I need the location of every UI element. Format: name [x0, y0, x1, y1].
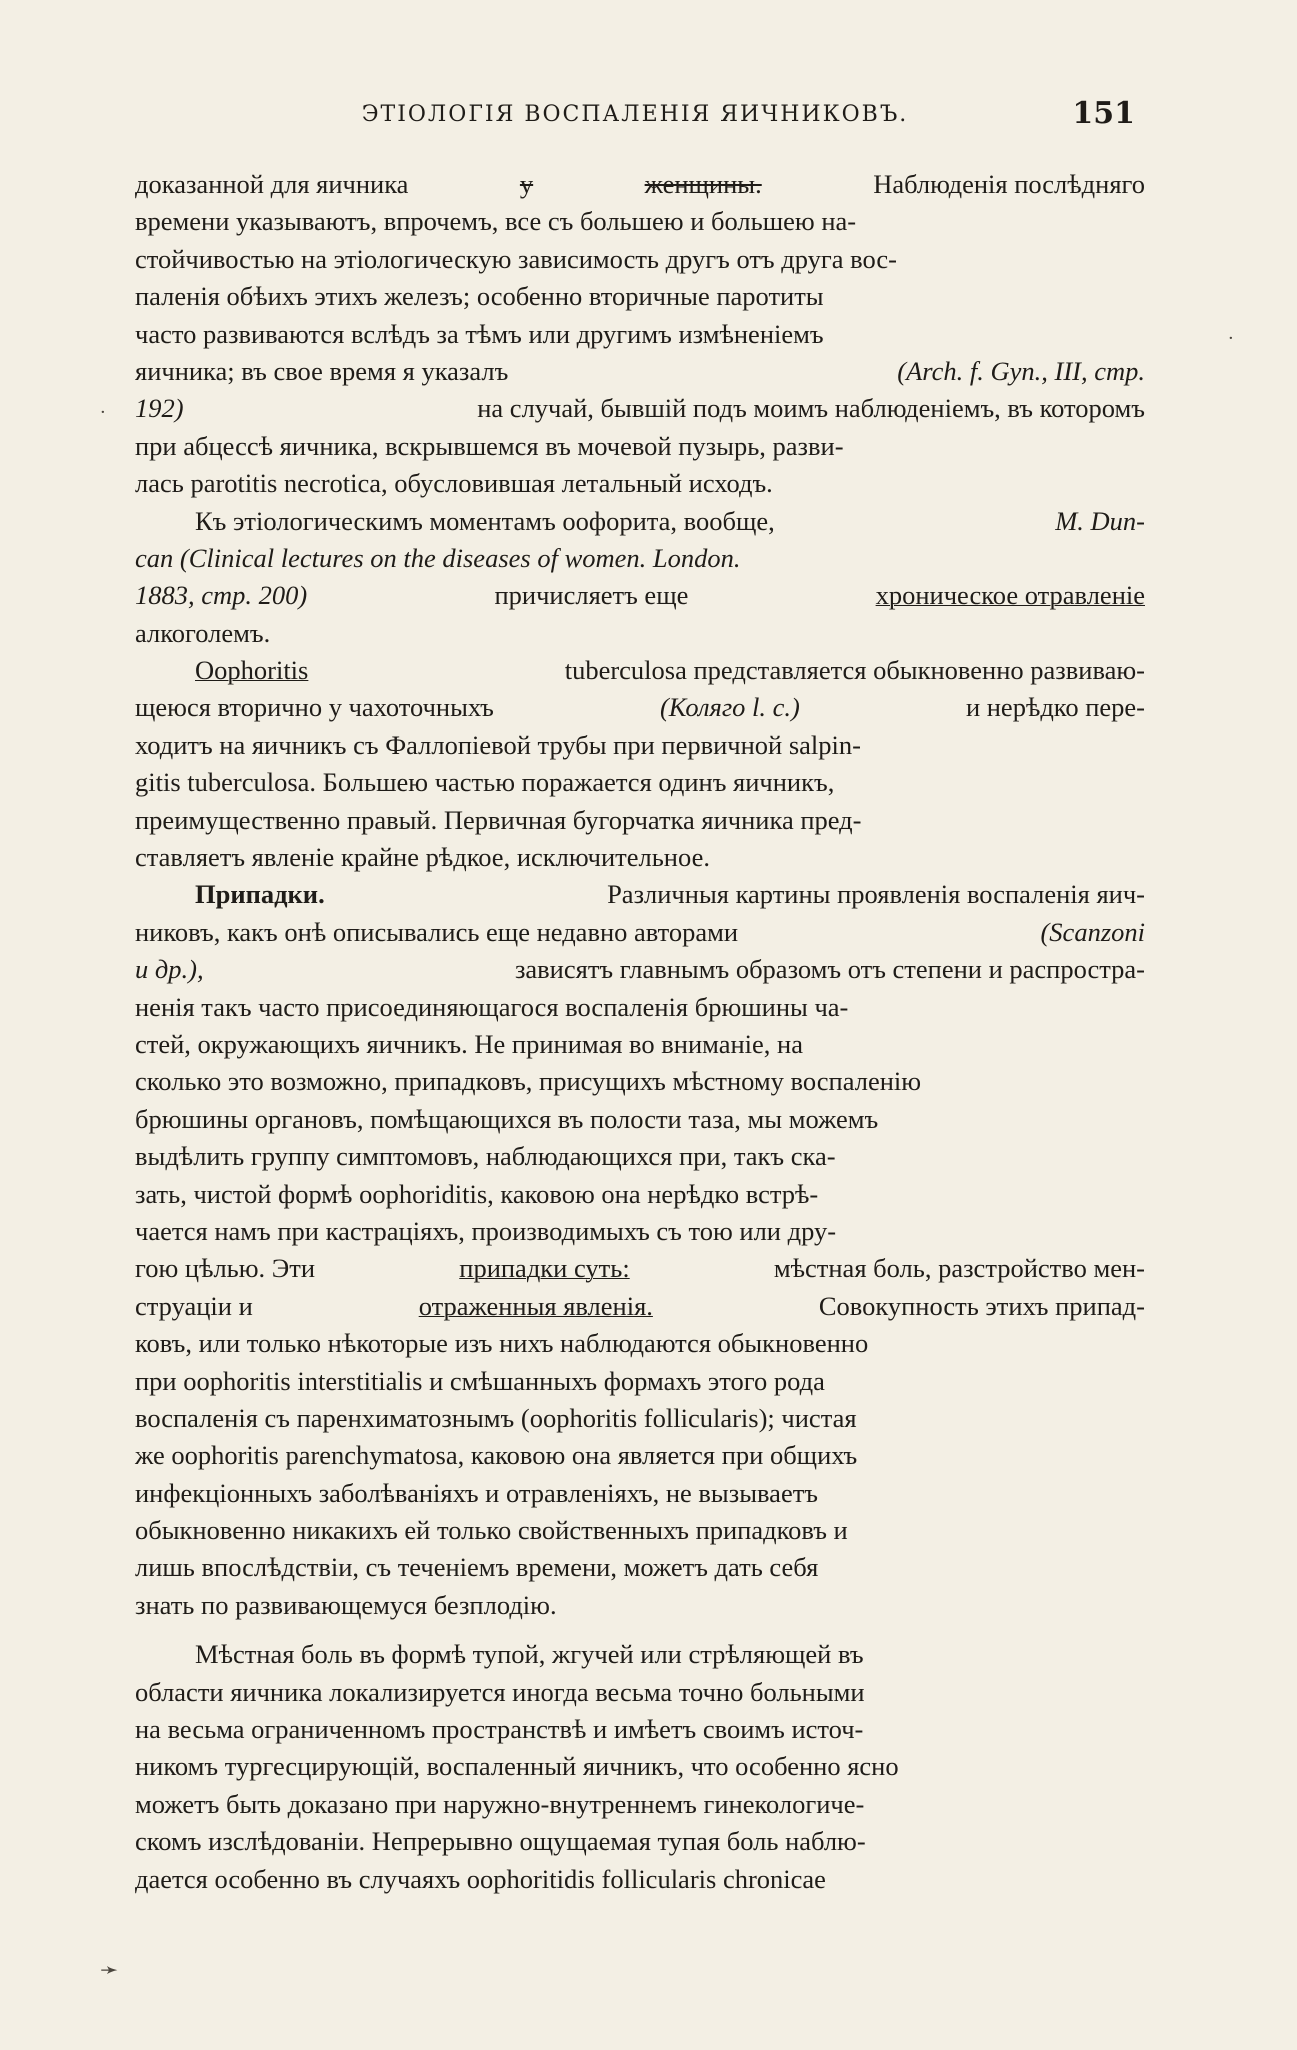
text-line: чается намъ при кастраціяхъ, производимыхъ съ тою или дру-: [135, 1215, 837, 1246]
text-line: воспаленія съ паренхиматознымъ (oophoritis follicularis); чистая: [135, 1402, 857, 1433]
text-line: никовъ, какъ онѣ описывались еще недавно авторами (Scanzoni: [135, 916, 1145, 947]
text-line: яичника; въ свое время я указалъ (Arch. f. Gyn., III, стр.: [135, 355, 1145, 386]
text-line: брюшины органовъ, помѣщающихся въ полости таза, мы можемъ: [135, 1103, 879, 1134]
text-line: 1883, стр. 200) причисляетъ еще хроническое отравленіе: [135, 580, 1145, 611]
text-line: же oophoritis parenchymatosa, каковою она является при общихъ: [135, 1440, 858, 1471]
text-line: инфекціонныхъ заболѣваніяхъ и отравленіяхъ, не вызываетъ: [135, 1477, 818, 1508]
text-line: никомъ тургесцирующій, воспаленный яичникъ, что особенно ясно: [135, 1751, 899, 1782]
text-line: знать по развивающемуся безплодію.: [135, 1589, 557, 1620]
text-line: алкоголемъ.: [135, 617, 271, 648]
margin-dot: ·: [100, 402, 106, 423]
margin-dot: ·: [1228, 328, 1234, 349]
text-line: ковъ, или только нѣкоторые изъ нихъ наблюдаются обыкновенно: [135, 1328, 869, 1359]
running-title: ЭТІОЛОГІЯ ВОСПАЛЕНІЯ ЯИЧНИКОВЪ.: [361, 102, 909, 127]
text-line: стей, окружающихъ яичникъ. Не принимая во вниманіе, на: [135, 1028, 803, 1059]
text-line: и др.), зависятъ главнымъ образомъ отъ степени и распростра-: [135, 954, 1145, 985]
text-line: ходитъ на яичникъ съ Фаллопіевой трубы при первичной salpin-: [135, 729, 861, 760]
text-line: времени указываютъ, впрочемъ, все съ большею и большею на-: [135, 206, 857, 237]
page-number: 151: [1072, 96, 1135, 131]
text-line: стойчивостью на этіологическую зависимость другъ отъ друга вос-: [135, 243, 897, 274]
text-line: Припадки. Различныя картины проявленія воспаленія яич-: [135, 876, 1145, 913]
text-line: Oophoritis tuberculosa представляется обыкновенно развиваю-: [195, 655, 1145, 686]
text-line: can (Clinical lectures on the diseases of women. London.: [135, 542, 741, 573]
text-line: ставляетъ явленіе крайне рѣдкое, исключительное.: [135, 842, 710, 873]
body-text: [135, 166, 1145, 1898]
text-line: зать, чистой формѣ oophoriditis, каковою она нерѣдко встрѣ-: [135, 1178, 819, 1209]
text-line: дается особенно въ случаяхъ oophoritidis follicularis chronicae: [135, 1863, 826, 1894]
text-line: обыкновенно никакихъ ей только свойственныхъ припадковъ и: [135, 1515, 848, 1546]
text-line: доказанной для яичника у женщины. Наблюденія послѣдняго: [135, 169, 1145, 199]
text-line: гою цѣлью. Эти припадки суть: мѣстная боль, разстройство мен-: [135, 1253, 1145, 1284]
text-line: лишь впослѣдствіи, съ теченіемъ времени, можетъ дать себя: [135, 1552, 819, 1583]
section-heading: Припадки.: [195, 879, 325, 910]
text-line: преимущественно правый. Первичная бугорчатка яичника пред-: [135, 804, 862, 835]
text-line: ненія такъ часто присоединяющагося воспаленія брюшины ча-: [135, 991, 849, 1022]
text-line: скомъ изслѣдованіи. Непрерывно ощущаемая тупая боль наблю-: [135, 1826, 866, 1857]
text-line: Къ этіологическимъ моментамъ оофорита, вообще, M. Dun-: [195, 505, 1145, 536]
text-line: паленія обѣихъ этихъ железъ; особенно вторичные паротиты: [135, 281, 824, 312]
text-line: gitis tuberculosa. Большею частью поражается одинъ яичникъ,: [135, 767, 835, 798]
text-line: при oophoritis interstitialis и смѣшанныхъ формахъ этого рода: [135, 1365, 825, 1396]
text-line: области яичника локализируется иногда весьма точно больными: [135, 1676, 865, 1707]
text-line: 192) на случай, бывшій подъ моимъ наблюденіемъ, въ которомъ: [135, 393, 1145, 424]
text-line: при абцессѣ яичника, вскрывшемся въ мочевой пузырь, разви-: [135, 430, 844, 461]
text-line: щеюся вторично у чахоточныхъ (Коляго l. c.) и нерѣдко пере-: [135, 692, 1145, 723]
page-header: [135, 96, 1135, 144]
text-line: можетъ быть доказано при наружно-внутреннемъ гинекологиче-: [135, 1788, 865, 1819]
text-line: струаціи и отраженныя явленія. Совокупность этихъ припад-: [135, 1290, 1145, 1321]
text-line: на весьма ограниченномъ пространствѣ и имѣетъ своимъ источ-: [135, 1714, 864, 1745]
text-line: лась parotitis necrotica, обусловившая летальный исходъ.: [135, 468, 773, 499]
text-line: часто развиваются вслѣдъ за тѣмъ или другимъ измѣненіемъ: [135, 318, 824, 349]
text-line: выдѣлить группу симптомовъ, наблюдающихся при, такъ ска-: [135, 1141, 836, 1172]
text-line: Мѣстная боль въ формѣ тупой, жгучей или стрѣляющей въ: [195, 1639, 864, 1670]
margin-arrow: ➛: [100, 1958, 119, 1983]
text-line: сколько это возможно, припадковъ, присущихъ мѣстному воспаленію: [135, 1066, 922, 1097]
